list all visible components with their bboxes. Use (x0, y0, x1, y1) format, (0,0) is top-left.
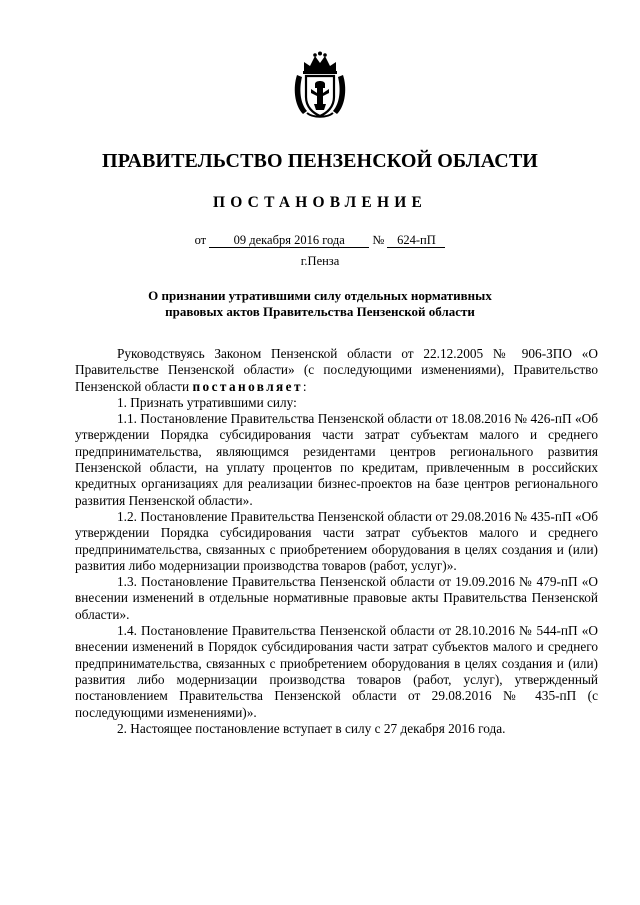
item-paragraph: 2. Настоящее постановление вступает в силу с 27 декабря 2016 года. (117, 720, 506, 736)
preamble-paragraph (75, 346, 598, 395)
item-paragraph: 1.2. Постановление Правительства Пензенской области от 29.08.2016 № 435-пП «Об утверждении Порядка субсидирования части затрат субъектов малого и среднего предпринимательства, связанных с приобретением оборудования в целях создания и (или) развития либо модернизации производства товаров (работ, услуг)». (75, 508, 598, 573)
preamble-text: Руководствуясь Законом Пензенской области от 22.12.2005 № 906-ЗПО «О Правительстве Пензенской области» (с последующими изменениями), Правительство Пензенской области (75, 346, 598, 394)
document-date: 09 декабря 2016 года (209, 234, 369, 248)
subject-line: правовых актов Правительства Пензенской области (165, 304, 475, 319)
number-sign: № (372, 233, 385, 247)
subject-line: О признании утратившими силу отдельных нормативных (148, 288, 492, 303)
item-paragraph: 1.3. Постановление Правительства Пензенской области от 19.09.2016 № 479-пП «О внесении изменений в отдельные нормативные правовые акты Правительства Пензенской области». (75, 574, 598, 622)
item-paragraph: 1.4. Постановление Правительства Пензенской области от 28.10.2016 № 544-пП «О внесении изменений в Порядок субсидирования части затрат субъектов малого и среднего предпринимательства, связанных с приобретением оборудования в целях создания и (или) развития либо модернизации производства товаров (работ, услуг), утвержденный постановлением Правительства Пензенской области от 29.08.2016 № 435-пП (с последующими изменениями)». (75, 623, 598, 720)
document-type: ПОСТАНОВЛЕНИЕ (212, 194, 428, 211)
document-subject (120, 288, 520, 320)
item-paragraph: 1.1. Постановление Правительства Пензенской области от 18.08.2016 № 426-пП «Об утверждении Порядка субсидирования части затрат субъектам малого и среднего предпринимательства, являющимся резидентами центров регионального развития Пензенской области, на уплату процентов по кредитам, привлеченным в российских кредитных организациях для реализации бизнес-проектов на базе центров регионального развития Пензенской области». (75, 411, 598, 508)
decree-word: постановляет (192, 378, 303, 394)
item-paragraph: 1. Признать утратившими силу: (117, 394, 297, 410)
date-prefix: от (194, 233, 207, 247)
coat-of-arms-emblem (291, 51, 349, 119)
decree-colon: : (302, 378, 307, 394)
document-number: 624-пП (387, 234, 445, 248)
date-number-line (0, 232, 640, 248)
government-title: ПРАВИТЕЛЬСТВО ПЕНЗЕНСКОЙ ОБЛАСТИ (102, 150, 538, 172)
city: г.Пенза (300, 254, 340, 268)
document-body (75, 346, 598, 737)
